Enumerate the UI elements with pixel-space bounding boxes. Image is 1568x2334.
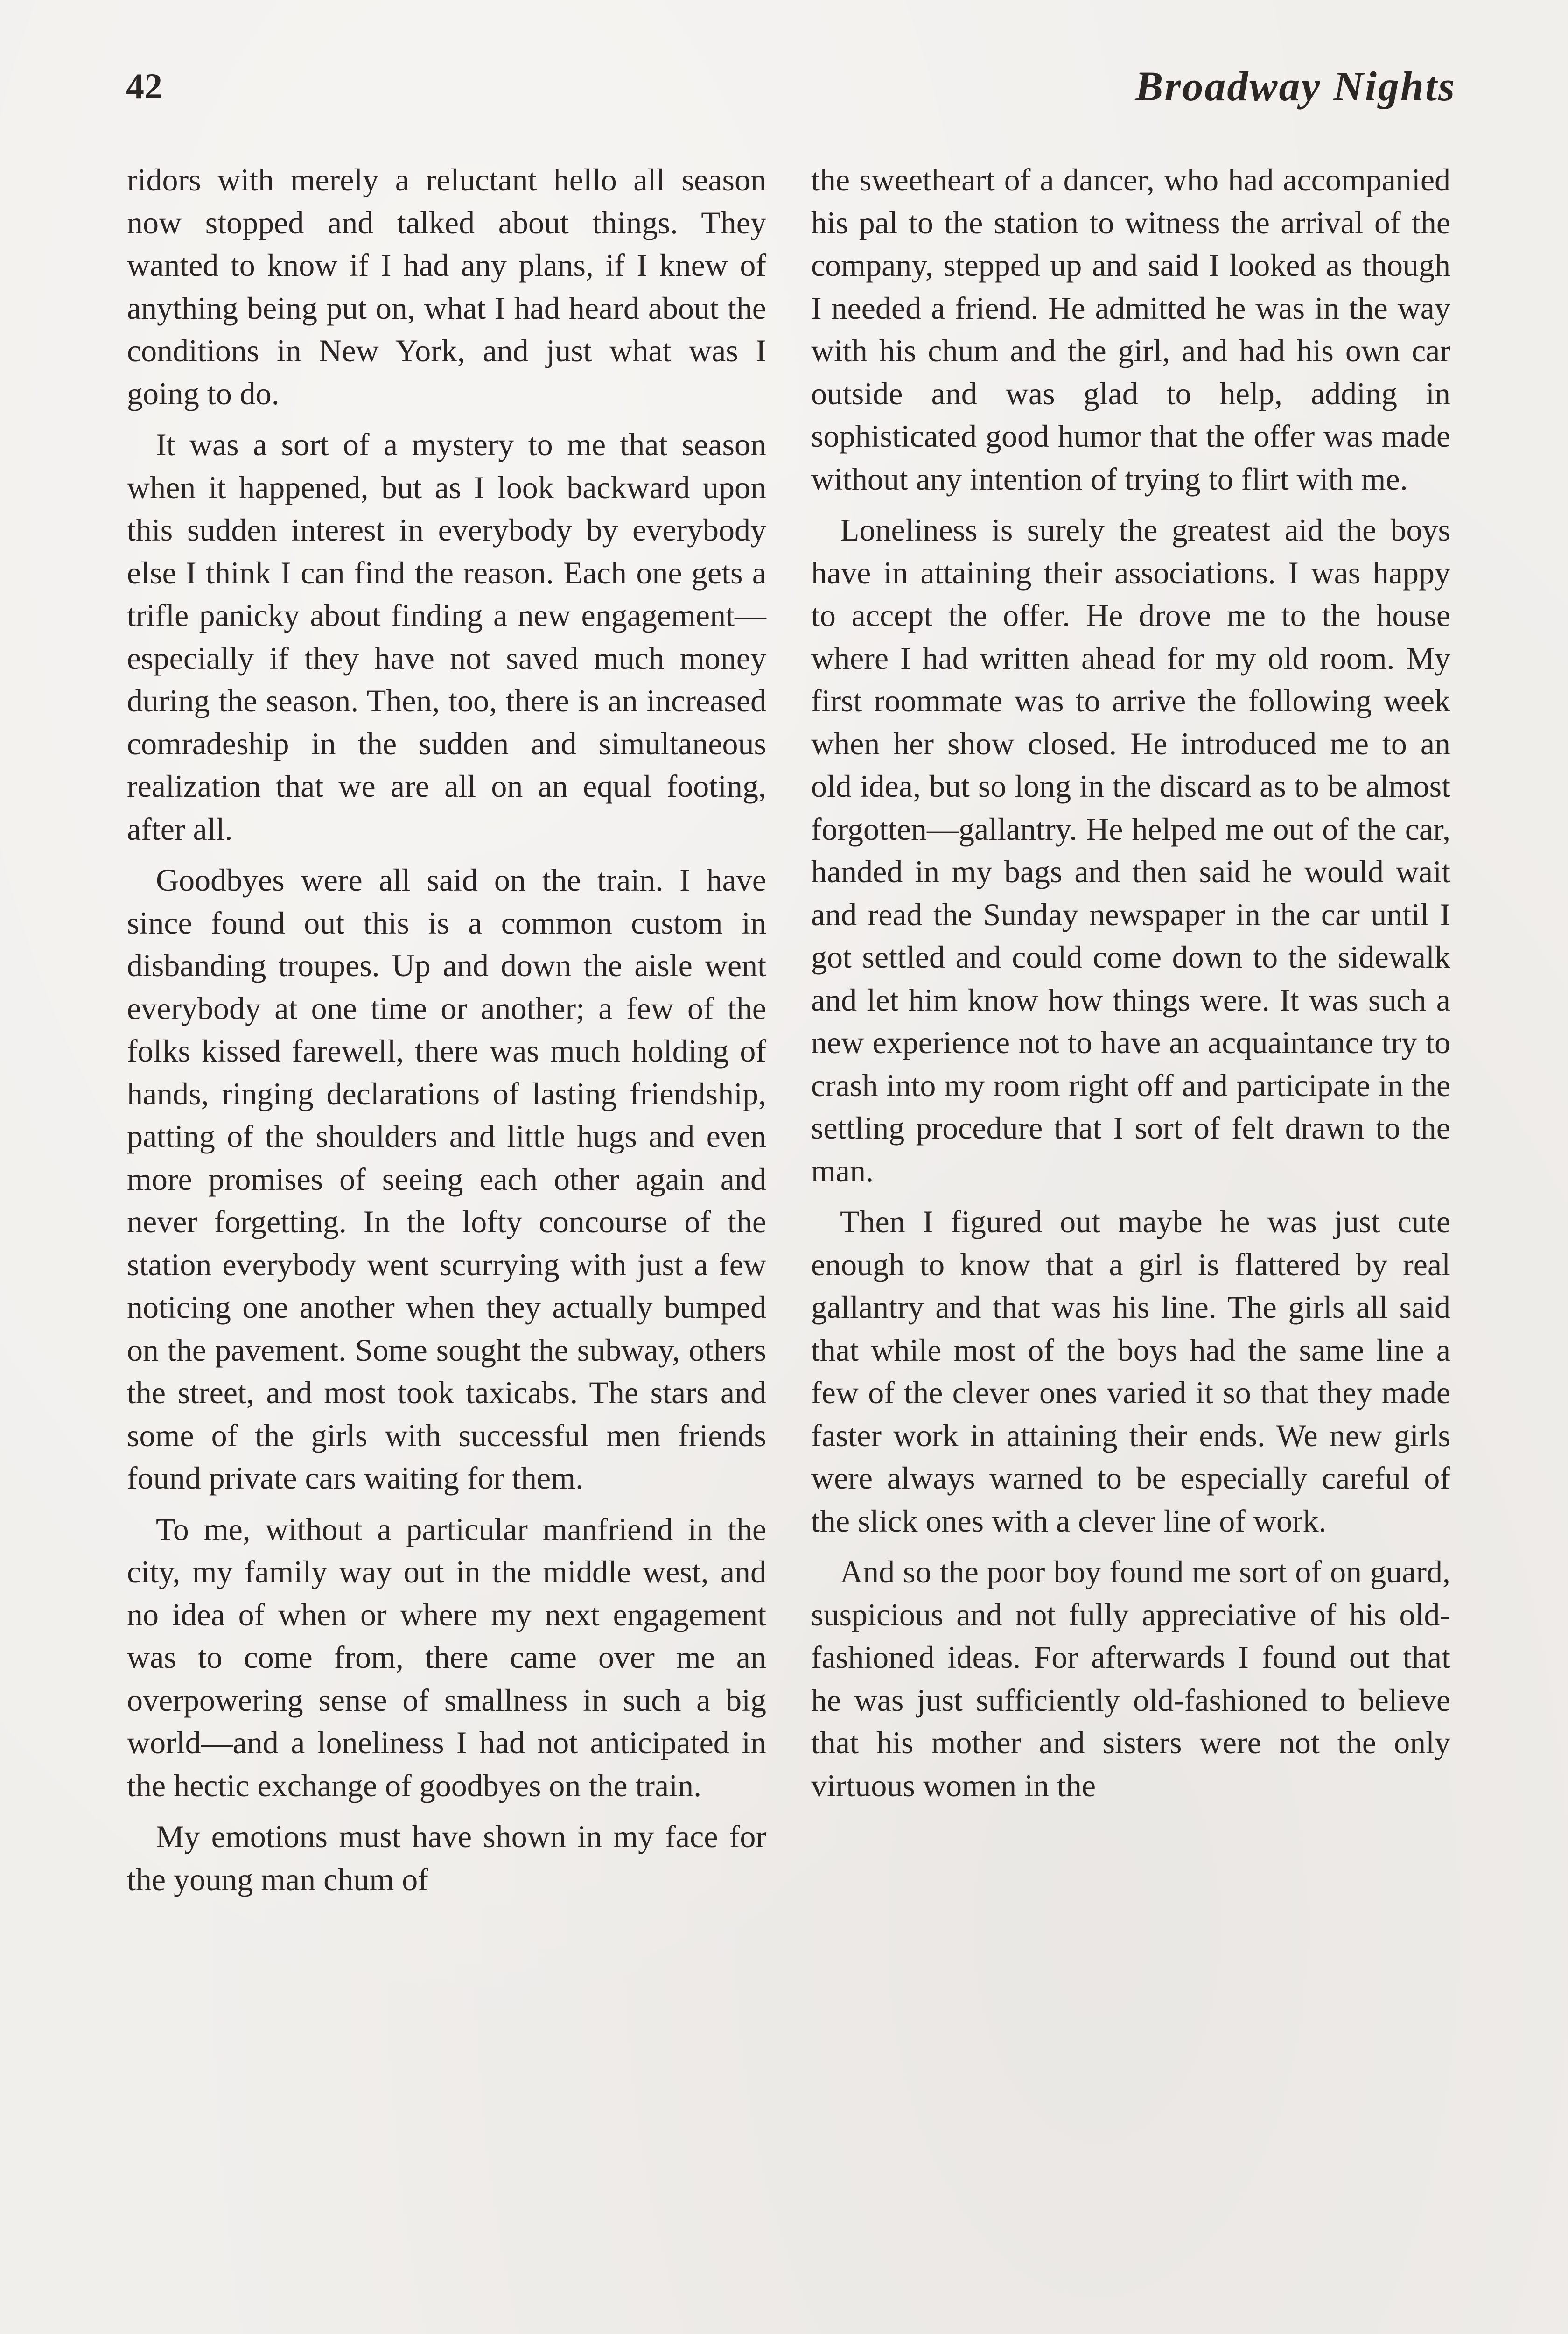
running-title: Broadway Nights — [1135, 63, 1456, 110]
right-text-column — [811, 159, 1450, 1815]
paragraph: My emotions must have shown in my face for the young man chum of — [127, 1819, 766, 1897]
left-text-column — [127, 159, 766, 1909]
paragraph: Goodbyes were all said on the train. I have since found out this is a common custom in disbanding troupes. Up and down the aisle went everybody at one time or another; a few of the folks kissed farewell, there was much holding of hands, ringing declarations of lasting friendship, patting of the shoulders and little hugs and even more promises of seeing each other again and never forgetting. In the lofty concourse of the station everybody went scurrying with just a few noticing one another when they actually bumped on the pavement. Some sought the subway, others the street, and most took taxicabs. The stars and some of the girls with successful men friends found private cars waiting for them. — [127, 862, 766, 1496]
paragraph: To me, without a particular manfriend in the city, my family way out in the middle west, and no idea of when or where my next engagement was to come from, there came over me an overpowering sense of smallness in such a big world—and a loneliness I had not anticipated in the hectic exchange of goodbyes on the train. — [127, 1511, 766, 1803]
paragraph: Loneliness is surely the greatest aid the boys have in attaining their associations. I was happy to accept the offer. He drove me to the house where I had written ahead for my old room. My first roommate was to arrive the following week when her show closed. He introduced me to an old idea, but so long in the discard as to be almost forgotten—gallantry. He helped me out of the car, handed in my bags and then said he would wait and read the Sunday newspaper in the car until I got settled and could come down to the sidewalk and let him know how things were. It was such a new experience not to have an acquaintance try to crash into my room right off and participate in the settling procedure that I sort of felt drawn to the man. — [811, 512, 1450, 1188]
paragraph: Then I figured out maybe he was just cute enough to know that a girl is flattered by real gallantry and that was his line. The girls all said that while most of the boys had the same line a few of the clever ones varied it so that they made faster work in attaining their ends. We new girls were always warned to be especially careful of the slick ones with a clever line of work. — [811, 1204, 1450, 1539]
paragraph: ridors with merely a reluctant hello all season now stopped and talked about things. They wanted to know if I had any plans, if I knew of anything being put on, what I had heard about the conditions in New York, and just what was I going to do. — [127, 162, 766, 411]
paragraph: And so the poor boy found me sort of on guard, suspicious and not fully appreciative of his old-fashioned ideas. For afterwards I found out that he was just sufficiently old-fashioned to believe that his mother and sisters were not the only virtuous women in the — [811, 1554, 1450, 1803]
page-number: 42 — [126, 66, 162, 106]
page-header — [126, 65, 1456, 121]
paragraph: It was a sort of a mystery to me that season when it happened, but as I look backward upon this sudden interest in everybody by everybody else I think I can find the reason. Each one gets a trifle panicky about finding a new engagement—especially if they have not saved much money during the season. Then, too, there is an increased comradeship in the sudden and simultaneous realization that we are all on an equal footing, after all. — [127, 427, 766, 847]
paragraph: the sweetheart of a dancer, who had accompanied his pal to the station to witness the arrival of the company, stepped up and said I looked as though I needed a friend. He admitted he was in the way with his chum and the girl, and had his own car outside and was glad to help, adding in sophisticated good humor that the offer was made without any intention of trying to flirt with me. — [811, 162, 1450, 497]
